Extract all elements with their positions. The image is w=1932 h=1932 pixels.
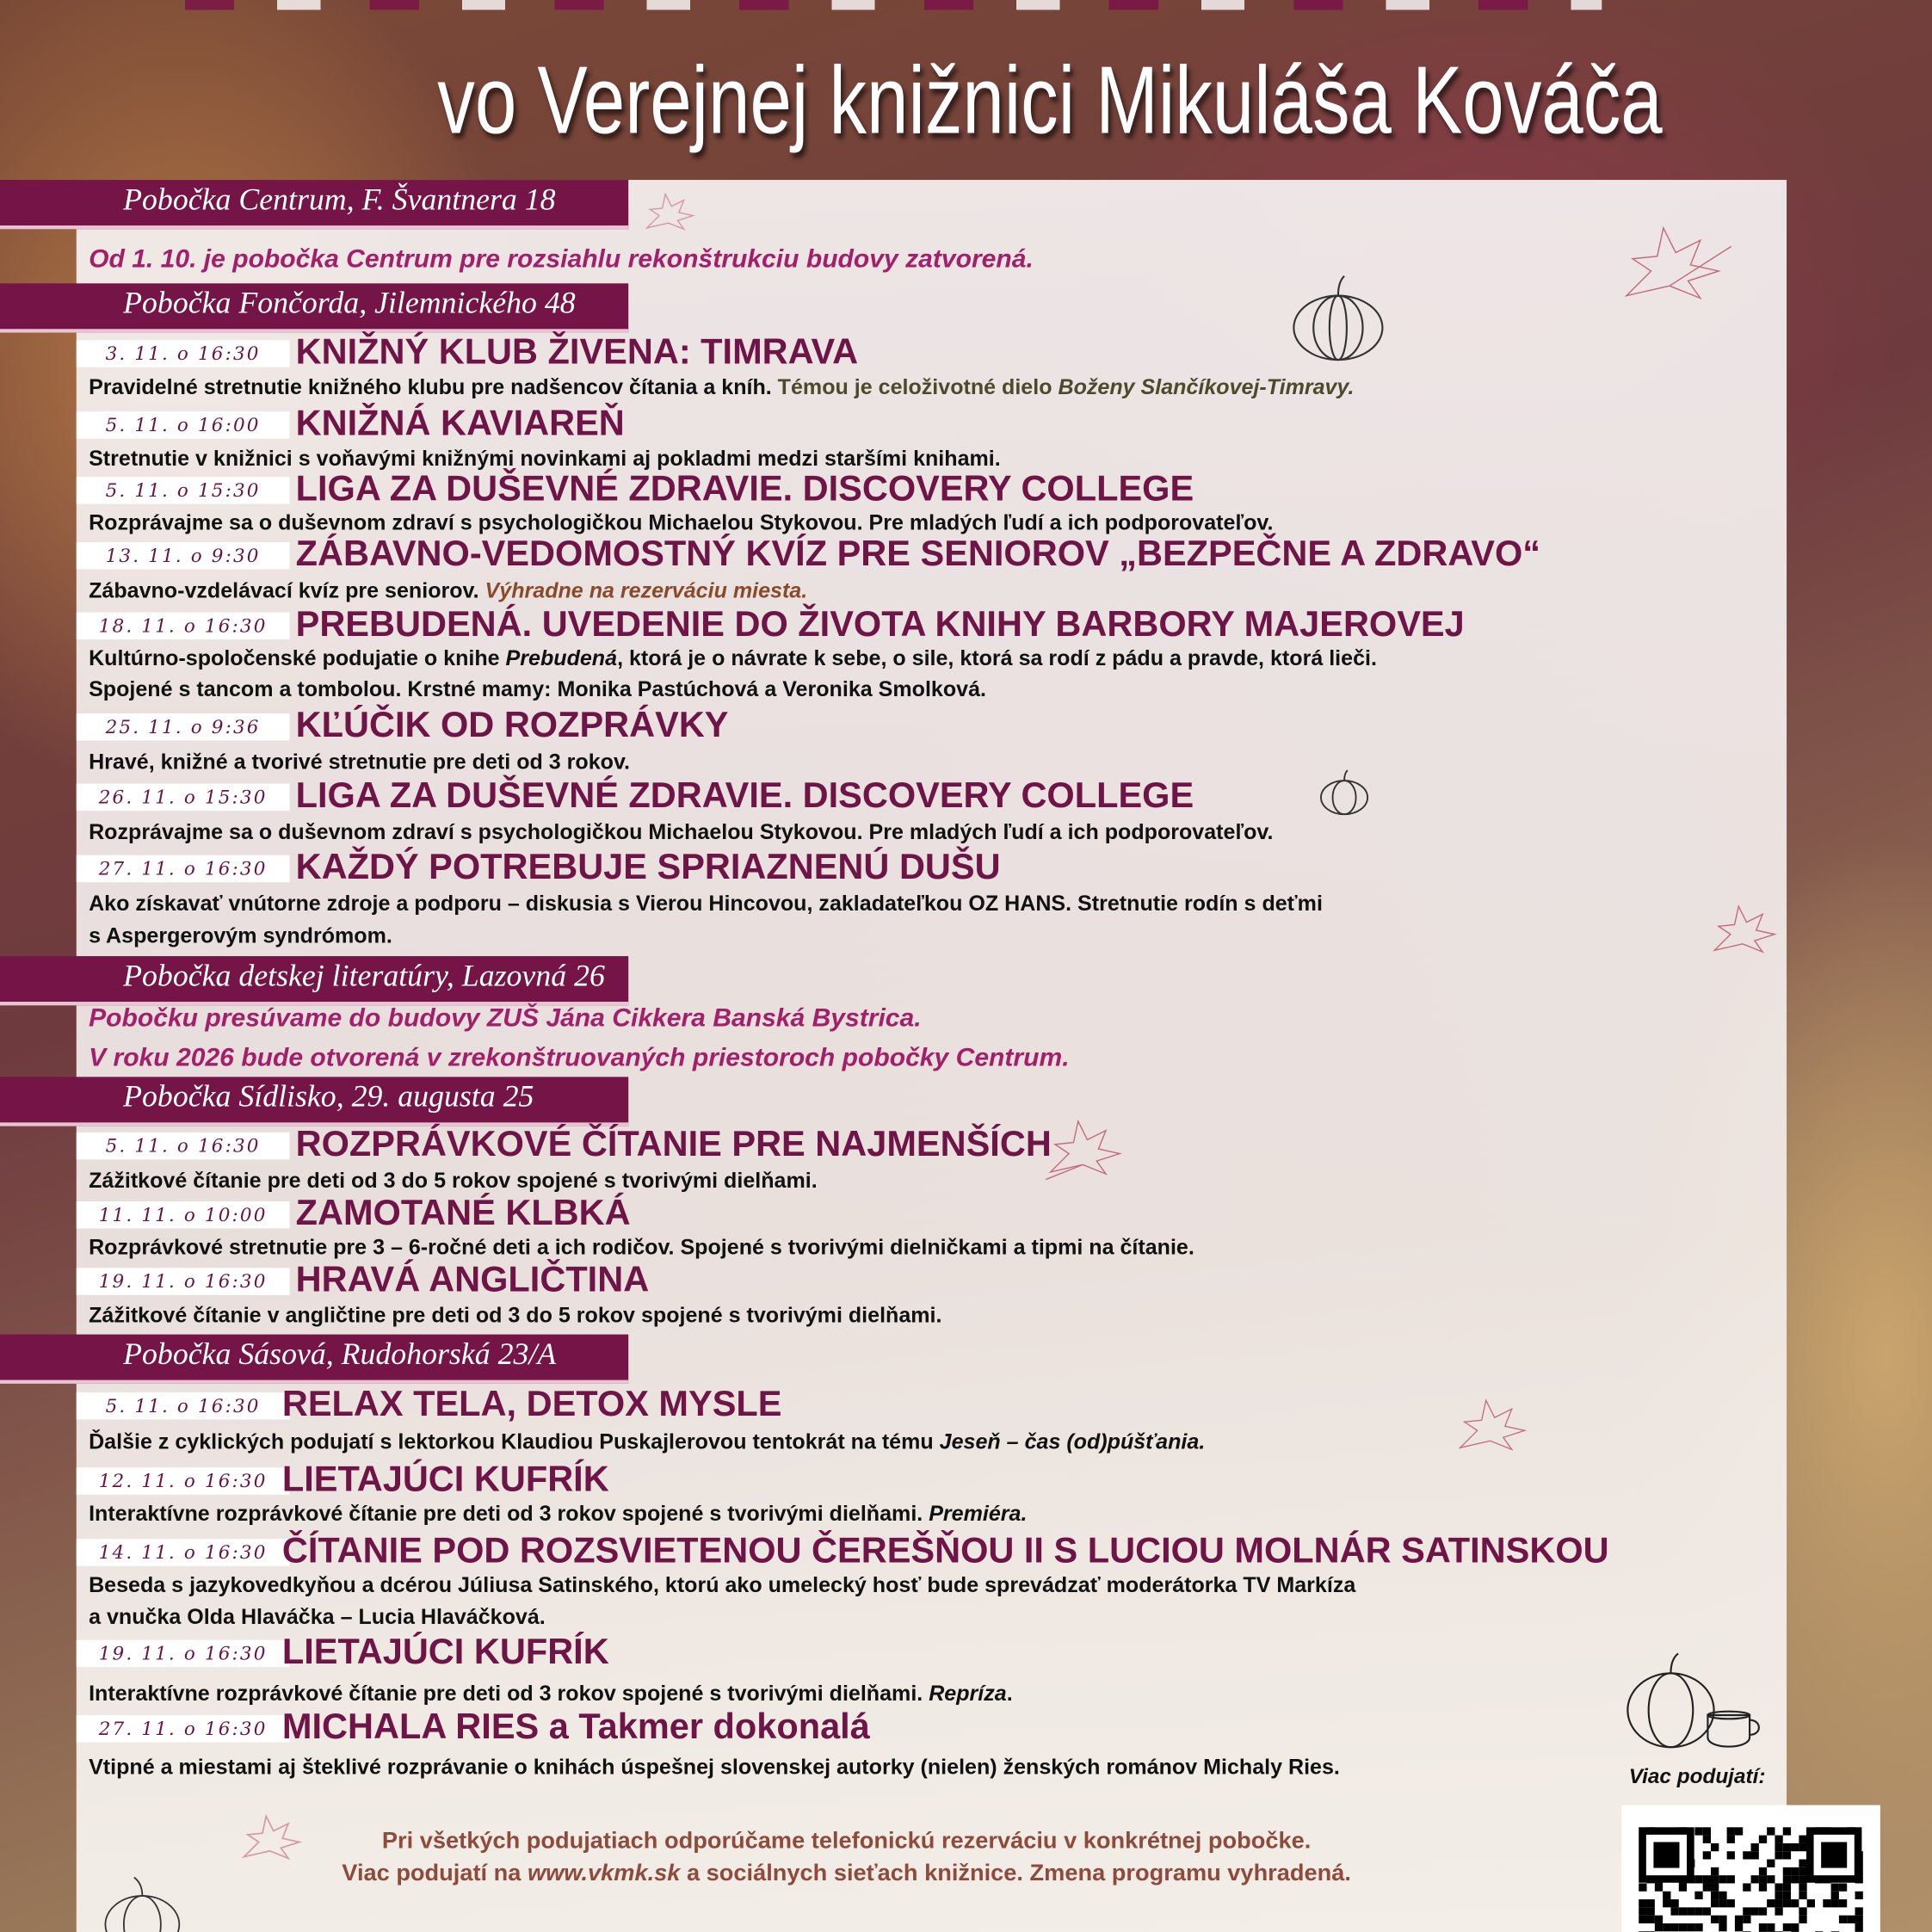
qr-module [1711, 1892, 1719, 1899]
event-title[interactable]: ČÍTANIE POD ROZSVIETENOU ČEREŠŇOU II S LUCIOU MOLNÁR SATINSKOU [281, 1531, 1609, 1571]
qr-module [1759, 1875, 1767, 1883]
qr-module [1775, 1851, 1782, 1859]
description-text: Spojené s tancom a tombolou. Krstné mamy: Monika Pastúchová a Veronika Smolková. [89, 676, 986, 701]
description-text: Prebudená [505, 645, 618, 670]
qr-module [1799, 1907, 1806, 1915]
qr-module [1639, 1907, 1646, 1915]
qr-module [1655, 1883, 1663, 1891]
qr-module [1703, 1851, 1711, 1859]
qr-module [1703, 1827, 1711, 1835]
qr-module [1663, 1899, 1670, 1907]
event-date: 19. 11. o 16:30 [77, 1268, 290, 1294]
event-title[interactable]: MICHALA RIES a Takmer dokonalá [281, 1707, 870, 1748]
event-description [89, 676, 986, 702]
qr-module [1711, 1875, 1719, 1883]
event-title[interactable]: KNIŽNÝ KLUB ŽIVENA: TIMRAVA [295, 332, 859, 373]
more-events-label: Viac podujatí: [1628, 1764, 1766, 1788]
event-description [89, 373, 1354, 400]
event-date: 5. 11. o 15:30 [77, 477, 290, 503]
poster-subtitle: vo Verejnej knižnici Mikuláša Kováča [437, 45, 1663, 154]
qr-module [1799, 1836, 1806, 1843]
qr-module [1751, 1875, 1759, 1883]
branch-name: Pobočka Sásová, Rudohorská 23/A [123, 1337, 557, 1372]
qr-module [1783, 1867, 1791, 1875]
qr-module [1783, 1851, 1791, 1859]
branch-notice: Pobočku presúvame do budovy ZUŠ Jána Cikkera Banská Bystrica. [89, 1003, 922, 1033]
qr-module [1767, 1860, 1775, 1867]
description-text: Zážitkové čítanie v angličtine pre deti od 3 do 5 rokov spojené s tvorivými dielňami. [89, 1302, 942, 1328]
description-text: s Aspergerovým syndrómom. [89, 923, 392, 948]
qr-module [1727, 1875, 1735, 1883]
qr-module [1703, 1836, 1711, 1843]
description-text: Ďalšie z cyklických podujatí s lektorkou Klaudiou Puskajlerovou tentokrát na tému [89, 1429, 940, 1454]
qr-module [1767, 1899, 1775, 1907]
event-title[interactable]: HRAVÁ ANGLIČTINA [295, 1260, 650, 1300]
qr-module [1655, 1923, 1663, 1931]
event-title[interactable]: KNIŽNÁ KAVIAREŇ [295, 404, 625, 444]
pumpkin-icon [1289, 274, 1388, 362]
pumpkin-coffee-icon [1624, 1651, 1766, 1756]
qr-module [1694, 1892, 1702, 1899]
event-description [89, 922, 392, 948]
event-description [89, 645, 1377, 671]
footer-text: Viac podujatí na [342, 1860, 528, 1887]
qr-module [1799, 1916, 1806, 1923]
qr-module [1839, 1899, 1847, 1907]
qr-module [1719, 1899, 1726, 1907]
qr-module [1831, 1892, 1839, 1899]
qr-module [1751, 1907, 1759, 1915]
qr-module [1775, 1899, 1782, 1907]
qr-module [1831, 1883, 1839, 1891]
event-title[interactable]: KĽÚČIK OD ROZPRÁVKY [295, 706, 729, 746]
qr-module [1775, 1907, 1782, 1915]
event-date: 25. 11. o 9:36 [77, 713, 290, 740]
qr-module [1711, 1843, 1719, 1851]
event-date: 26. 11. o 15:30 [77, 784, 290, 811]
qr-module [1775, 1836, 1782, 1843]
maple-leaf-icon [1614, 222, 1738, 308]
description-text: Rozprávkové stretnutie pre 3 – 6-ročné deti a ich rodičov. Spojené s tvorivými dielničkami a tipmi na čítanie. [89, 1234, 1194, 1260]
qr-module [1647, 1899, 1655, 1907]
description-text: Zážitkové čítanie pre deti od 3 do 5 rokov spojené s tvorivými dielňami. [89, 1168, 818, 1193]
description-text: Rozprávajme sa o duševnom zdraví s psychologičkou Michaelou Stykovou. Pre mladých ľudí a ich podporovateľov. [89, 819, 1274, 844]
qr-module [1751, 1851, 1759, 1859]
description-text: Interaktívne rozprávkové čítanie pre deti od 3 rokov spojené s tvorivými dielňami. [89, 1680, 929, 1706]
event-description [89, 1679, 1013, 1706]
qr-module [1831, 1899, 1839, 1907]
qr-module [1670, 1899, 1678, 1907]
qr-module [1767, 1875, 1775, 1883]
qr-module [1719, 1916, 1726, 1923]
branch-name: Pobočka detskej literatúry, Lazovná 26 [123, 960, 605, 993]
event-date: 12. 11. o 16:30 [77, 1467, 290, 1494]
qr-module [1799, 1860, 1806, 1867]
qr-module [1823, 1899, 1830, 1907]
qr-module [1791, 1899, 1799, 1907]
qr-module [1687, 1907, 1694, 1915]
qr-module [1767, 1923, 1775, 1931]
qr-module [1759, 1836, 1767, 1843]
event-date: 14. 11. o 16:30 [77, 1539, 290, 1565]
qr-module [1639, 1899, 1646, 1907]
event-description [89, 577, 807, 603]
qr-module [1703, 1907, 1711, 1915]
qr-module [1663, 1892, 1670, 1899]
qr-module [1783, 1875, 1791, 1883]
qr-module [1703, 1875, 1711, 1883]
qr-module [1783, 1883, 1791, 1891]
qr-module [1694, 1875, 1702, 1883]
qr-module [1783, 1899, 1791, 1907]
description-text: Rozprávajme sa o duševnom zdraví s psychologičkou Michaelou Stykovou. Pre mladých ľudí a ich podporovateľov. [89, 509, 1274, 535]
qr-module [1791, 1923, 1799, 1931]
branch-header [0, 283, 628, 332]
event-date: 5. 11. o 16:00 [77, 411, 290, 438]
qr-module [1847, 1916, 1855, 1923]
maple-leaf-icon [1041, 1102, 1133, 1194]
branch-name: Pobočka Centrum, F. Švantnera 18 [123, 183, 556, 217]
description-text: Kultúrno-spoločenské podujatie o knihe [89, 645, 506, 670]
qr-module [1670, 1923, 1678, 1931]
qr-module [1735, 1923, 1743, 1931]
event-description [89, 1167, 818, 1194]
description-text: Stretnutie v knižnici s voňavými knižnými novinkami aj pokladmi medzi staršími knihami. [89, 446, 1001, 471]
qr-module [1839, 1916, 1847, 1923]
main-title-clipped [185, 0, 1602, 9]
qr-module [1711, 1916, 1719, 1923]
qr-module [1647, 1907, 1655, 1915]
qr-module [1735, 1916, 1743, 1923]
qr-module [1767, 1827, 1775, 1835]
pumpkin-icon [1318, 767, 1370, 818]
event-description [89, 1301, 941, 1328]
maple-leaf-icon [1452, 1373, 1538, 1478]
qr-module [1655, 1916, 1663, 1923]
qr-module [1711, 1867, 1719, 1875]
maple-leaf-icon [641, 185, 703, 240]
event-date: 5. 11. o 16:30 [77, 1392, 290, 1419]
event-date: 27. 11. o 16:30 [77, 855, 290, 882]
qr-code-image [1621, 1805, 1880, 1932]
description-text: Zábavno-vzdelávací kvíz pre seniorov. [89, 577, 485, 603]
qr-module [1759, 1923, 1767, 1931]
event-description [89, 1571, 1355, 1597]
qr-module [1719, 1875, 1726, 1883]
qr-module [1855, 1923, 1863, 1931]
qr-module [1807, 1899, 1815, 1907]
event-description [89, 1428, 1205, 1454]
qr-module [1663, 1923, 1670, 1931]
event-date: 19. 11. o 16:30 [77, 1640, 290, 1667]
event-description [89, 1499, 1027, 1526]
description-text: Repríza [929, 1680, 1007, 1706]
event-title[interactable]: LIGA ZA DUŠEVNÉ ZDRAVIE. DISCOVERY COLLEGE [295, 469, 1194, 509]
description-text: Jeseň – čas (od)púšťania. [939, 1429, 1206, 1454]
footer-text: a sociálnych sieťach knižnice. Zmena programu vyhradená. [680, 1860, 1351, 1887]
qr-module [1653, 1842, 1679, 1867]
description-text: a vnučka Olda Hlaváčka – Lucia Hlaváčková. [89, 1604, 546, 1629]
event-description [89, 818, 1273, 845]
qr-module [1639, 1916, 1646, 1923]
footer-reservation-note: Pri všetkých podujatiach odporúčame telefonickú rezerváciu v konkrétnej pobočke. [381, 1828, 1312, 1855]
qr-module [1791, 1843, 1799, 1851]
qr-module [1727, 1827, 1735, 1835]
qr-module [1751, 1843, 1759, 1851]
qr-module [1855, 1916, 1863, 1923]
footer-more-info [77, 1861, 1617, 1887]
qr-module [1783, 1843, 1791, 1851]
branch-header [0, 180, 628, 229]
description-text: Výhradne na rezerváciu miesta. [485, 577, 808, 603]
qr-module [1735, 1827, 1743, 1835]
event-date: 3. 11. o 16:30 [77, 340, 290, 367]
qr-module [1711, 1899, 1719, 1907]
description-text: Vtipné a miestami aj šteklivé rozprávanie o knihách úspešnej slovenskej autorky (nielen) ženských románov Michaly Ries. [89, 1754, 1340, 1780]
qr-module [1727, 1899, 1735, 1907]
qr-module [1799, 1892, 1806, 1899]
qr-module [1694, 1827, 1702, 1835]
qr-module [1743, 1851, 1750, 1859]
event-date: 5. 11. o 16:30 [77, 1133, 290, 1159]
branch-header [0, 1335, 628, 1384]
qr-module [1719, 1923, 1726, 1931]
qr-module [1855, 1907, 1863, 1915]
qr-module [1719, 1892, 1726, 1899]
description-text: , ktorá je o návrate k sebe, o sile, ktorá sa rodí z pádu a pravde, ktorá lieči. [617, 645, 1377, 670]
qr-module [1743, 1907, 1750, 1915]
qr-code[interactable] [1621, 1805, 1880, 1932]
description-text: Témou je celoživotné dielo [777, 374, 1059, 399]
event-description [89, 890, 1323, 917]
qr-module [1783, 1892, 1791, 1899]
event-date: 11. 11. o 10:00 [77, 1201, 290, 1228]
branch-notice: V roku 2026 bude otvorená v zrekonštruovaných priestoroch pobočky Centrum. [89, 1043, 1070, 1072]
description-text: Interaktívne rozprávkové čítanie pre deti od 3 rokov spojené s tvorivými dielňami. [89, 1500, 929, 1526]
event-title[interactable]: LIETAJÚCI KUFRÍK [281, 1460, 609, 1500]
qr-module [1679, 1907, 1687, 1915]
qr-module [1703, 1883, 1711, 1891]
qr-module [1791, 1875, 1799, 1883]
description-text: Hravé, knižné a tvorivé stretnutie pre deti od 3 rokov. [89, 749, 631, 775]
branch-header [0, 956, 628, 1005]
qr-module [1759, 1883, 1767, 1891]
qr-module [1743, 1883, 1750, 1891]
qr-module [1775, 1843, 1782, 1851]
qr-module [1783, 1923, 1791, 1931]
event-title[interactable]: LIGA ZA DUŠEVNÉ ZDRAVIE. DISCOVERY COLLEGE [295, 776, 1194, 816]
qr-module [1647, 1916, 1655, 1923]
maple-leaf-icon [1707, 887, 1787, 973]
qr-module [1839, 1883, 1847, 1891]
event-title[interactable]: ROZPRÁVKOVÉ ČÍTANIE PRE NAJMENŠÍCH [295, 1125, 1052, 1165]
qr-module [1821, 1842, 1847, 1867]
qr-module [1855, 1892, 1863, 1899]
qr-module [1711, 1883, 1719, 1891]
event-description [89, 748, 630, 775]
event-title[interactable]: PREBUDENÁ. UVEDENIE DO ŽIVOTA KNIHY BARBORY MAJEROVEJ [295, 604, 1465, 645]
qr-module [1759, 1867, 1767, 1875]
qr-module [1783, 1827, 1791, 1835]
qr-module [1687, 1923, 1694, 1931]
description-text: Beseda s jazykovedkyňou a dcérou Júliusa Satinského, ktorú ako umelecký hosť bude sprevádzať moderátorka TV Markíza [89, 1571, 1356, 1597]
event-description [89, 1233, 1194, 1260]
description-text: Ako získavať vnútorne zdroje a podporu – diskusia s Vierou Hincovou, zakladateľkou OZ HANS. Stretnutie rodín s deťmi [89, 891, 1323, 916]
qr-module [1679, 1883, 1687, 1891]
description-text: Pravidelné stretnutie knižného klubu pre nadšencov čítania a kníh. [89, 374, 778, 399]
description-text: Premiéra. [929, 1500, 1028, 1526]
event-description [89, 1753, 1340, 1780]
event-date: 27. 11. o 16:30 [77, 1715, 290, 1742]
qr-module [1775, 1883, 1782, 1891]
qr-module [1799, 1875, 1806, 1883]
qr-module [1743, 1916, 1750, 1923]
branch-notice: Od 1. 10. je pobočka Centrum pre rozsiahlu rekonštrukciu budovy zatvorená. [89, 244, 1034, 274]
qr-module [1727, 1851, 1735, 1859]
description-text: Boženy Slančíkovej-Timravy. [1058, 374, 1355, 399]
qr-module [1791, 1867, 1799, 1875]
event-title[interactable]: RELAX TELA, DETOX MYSLE [281, 1385, 782, 1425]
qr-module [1694, 1907, 1702, 1915]
branch-header [0, 1077, 628, 1126]
event-description [89, 1603, 546, 1630]
qr-module [1694, 1923, 1702, 1931]
website-link[interactable]: www.vkmk.sk [527, 1860, 681, 1887]
qr-module [1799, 1883, 1806, 1891]
qr-module [1775, 1892, 1782, 1899]
event-title[interactable]: KAŽDÝ POTREBUJE SPRIAZNENÚ DUŠU [295, 848, 1001, 887]
qr-module [1639, 1883, 1646, 1891]
qr-module [1759, 1907, 1767, 1915]
event-date: 18. 11. o 16:30 [77, 613, 290, 639]
branch-name: Pobočka Fončorda, Jilemnického 48 [123, 287, 576, 321]
event-description [89, 509, 1273, 535]
event-date: 13. 11. o 9:30 [77, 542, 290, 569]
qr-module [1679, 1923, 1687, 1931]
event-title[interactable]: ZÁBAVNO-VEDOMOSTNÝ KVÍZ PRE SENIOROV „BEZPEČNE A ZDRAVO“ [295, 534, 1541, 575]
qr-module [1799, 1867, 1806, 1875]
event-title[interactable]: LIETAJÚCI KUFRÍK [281, 1633, 609, 1672]
event-title[interactable]: ZAMOTANÉ KLBKÁ [295, 1194, 631, 1234]
qr-module [1799, 1843, 1806, 1851]
qr-module [1727, 1836, 1735, 1843]
qr-module [1670, 1907, 1678, 1915]
description-text: . [1006, 1680, 1013, 1706]
branch-name: Pobočka Sídlisko, 29. augusta 25 [123, 1080, 534, 1114]
